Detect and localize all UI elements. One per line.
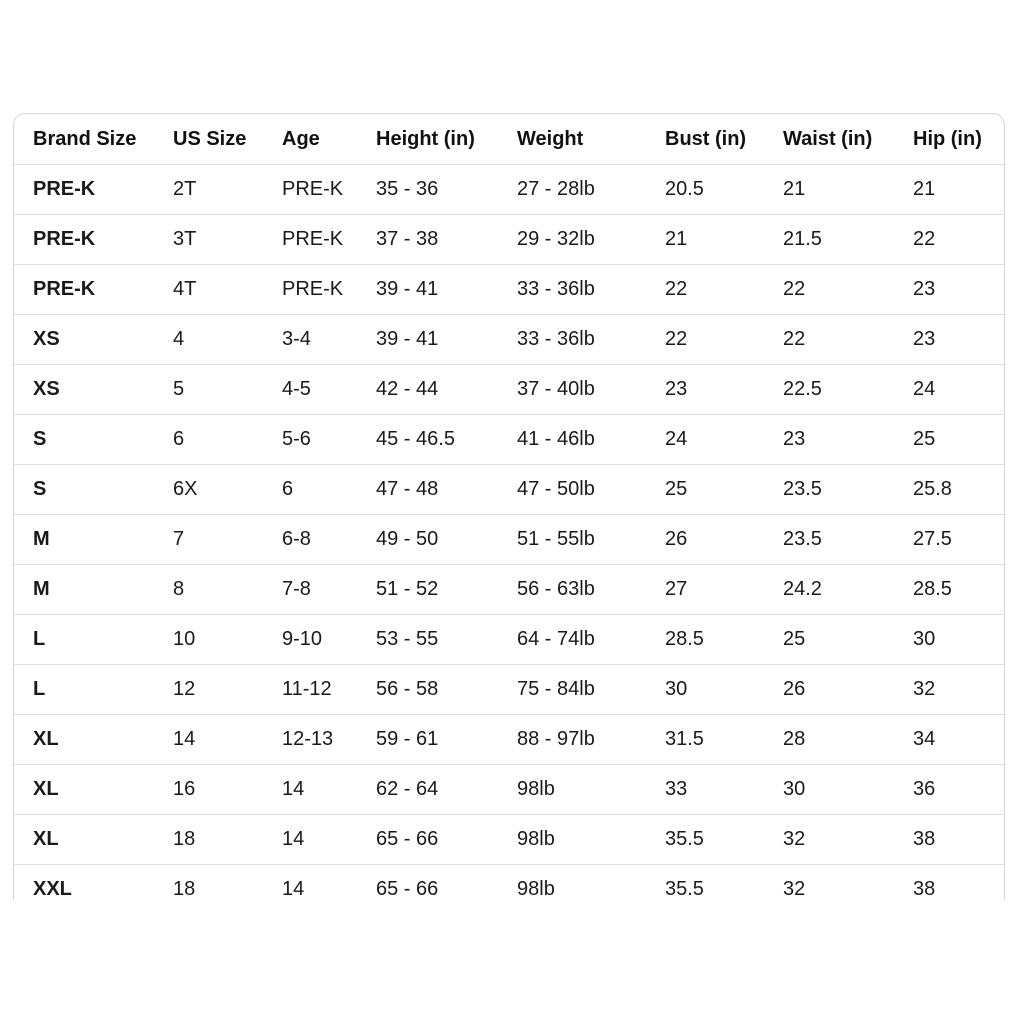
cell-age: 4-5 (282, 365, 376, 415)
cell-weight: 98lb (517, 815, 665, 865)
cell-weight: 33 - 36lb (517, 265, 665, 315)
cell-waist: 24.2 (783, 565, 913, 615)
table-row (14, 865, 1004, 901)
cell-bust: 22 (665, 315, 783, 365)
cell-weight: 56 - 63lb (517, 565, 665, 615)
cell-age: PRE-K (282, 215, 376, 265)
cell-weight: 37 - 40lb (517, 365, 665, 415)
cell-us-size: 14 (173, 715, 282, 765)
cell-brand-size: M (14, 565, 173, 615)
cell-brand-size: XXL (14, 865, 173, 901)
cell-age: 5-6 (282, 415, 376, 465)
cell-age: PRE-K (282, 265, 376, 315)
cell-bust: 31.5 (665, 715, 783, 765)
cell-bust: 28.5 (665, 615, 783, 665)
cell-waist: 25 (783, 615, 913, 665)
cell-age: 6-8 (282, 515, 376, 565)
cell-age: 7-8 (282, 565, 376, 615)
cell-age: 12-13 (282, 715, 376, 765)
cell-bust: 33 (665, 765, 783, 815)
cell-age: 14 (282, 765, 376, 815)
cell-weight: 41 - 46lb (517, 415, 665, 465)
cell-brand-size: S (14, 415, 173, 465)
cell-hip: 32 (913, 665, 1004, 715)
header-hip: Hip (in) (913, 114, 1004, 165)
cell-brand-size: S (14, 465, 173, 515)
cell-age: PRE-K (282, 165, 376, 215)
table-row (14, 565, 1004, 615)
cell-us-size: 4 (173, 315, 282, 365)
cell-waist: 28 (783, 715, 913, 765)
cell-weight: 64 - 74lb (517, 615, 665, 665)
cell-waist: 21.5 (783, 215, 913, 265)
cell-waist: 23 (783, 415, 913, 465)
header-brand-size: Brand Size (14, 114, 173, 165)
size-chart-card (13, 113, 1005, 900)
cell-bust: 25 (665, 465, 783, 515)
cell-waist: 30 (783, 765, 913, 815)
cell-age: 14 (282, 815, 376, 865)
cell-us-size: 6 (173, 415, 282, 465)
cell-hip: 24 (913, 365, 1004, 415)
cell-bust: 20.5 (665, 165, 783, 215)
table-row (14, 265, 1004, 315)
header-row (14, 114, 1004, 165)
cell-waist: 32 (783, 865, 913, 901)
cell-height: 39 - 41 (376, 265, 517, 315)
cell-hip: 38 (913, 815, 1004, 865)
header-height: Height (in) (376, 114, 517, 165)
cell-us-size: 5 (173, 365, 282, 415)
cell-us-size: 18 (173, 865, 282, 901)
cell-brand-size: L (14, 615, 173, 665)
cell-waist: 32 (783, 815, 913, 865)
cell-bust: 23 (665, 365, 783, 415)
cell-brand-size: XL (14, 815, 173, 865)
cell-weight: 47 - 50lb (517, 465, 665, 515)
header-weight: Weight (517, 114, 665, 165)
cell-bust: 21 (665, 215, 783, 265)
table-row (14, 215, 1004, 265)
cell-brand-size: XS (14, 315, 173, 365)
cell-height: 62 - 64 (376, 765, 517, 815)
table-row (14, 615, 1004, 665)
cell-height: 37 - 38 (376, 215, 517, 265)
cell-brand-size: L (14, 665, 173, 715)
cell-brand-size: XL (14, 765, 173, 815)
cell-weight: 29 - 32lb (517, 215, 665, 265)
cell-weight: 75 - 84lb (517, 665, 665, 715)
cell-us-size: 8 (173, 565, 282, 615)
cell-brand-size: PRE-K (14, 265, 173, 315)
cell-bust: 26 (665, 515, 783, 565)
table-row (14, 465, 1004, 515)
cell-waist: 22 (783, 315, 913, 365)
cell-us-size: 2T (173, 165, 282, 215)
cell-bust: 30 (665, 665, 783, 715)
cell-height: 56 - 58 (376, 665, 517, 715)
cell-hip: 23 (913, 265, 1004, 315)
table-row (14, 315, 1004, 365)
table-row (14, 415, 1004, 465)
cell-height: 65 - 66 (376, 865, 517, 901)
cell-hip: 34 (913, 715, 1004, 765)
cell-bust: 35.5 (665, 815, 783, 865)
cell-hip: 23 (913, 315, 1004, 365)
cell-brand-size: XS (14, 365, 173, 415)
cell-weight: 33 - 36lb (517, 315, 665, 365)
cell-age: 11-12 (282, 665, 376, 715)
cell-age: 6 (282, 465, 376, 515)
header-waist: Waist (in) (783, 114, 913, 165)
cell-weight: 98lb (517, 865, 665, 901)
cell-height: 35 - 36 (376, 165, 517, 215)
cell-hip: 30 (913, 615, 1004, 665)
cell-height: 45 - 46.5 (376, 415, 517, 465)
size-chart-table (14, 114, 1004, 900)
table-row (14, 715, 1004, 765)
cell-age: 9-10 (282, 615, 376, 665)
cell-weight: 88 - 97lb (517, 715, 665, 765)
table-row (14, 165, 1004, 215)
cell-height: 49 - 50 (376, 515, 517, 565)
cell-height: 42 - 44 (376, 365, 517, 415)
cell-weight: 98lb (517, 765, 665, 815)
cell-hip: 27.5 (913, 515, 1004, 565)
cell-hip: 25.8 (913, 465, 1004, 515)
cell-brand-size: M (14, 515, 173, 565)
cell-us-size: 12 (173, 665, 282, 715)
header-bust: Bust (in) (665, 114, 783, 165)
cell-us-size: 18 (173, 815, 282, 865)
cell-hip: 28.5 (913, 565, 1004, 615)
cell-height: 39 - 41 (376, 315, 517, 365)
cell-us-size: 6X (173, 465, 282, 515)
cell-brand-size: PRE-K (14, 165, 173, 215)
header-us-size: US Size (173, 114, 282, 165)
cell-brand-size: XL (14, 715, 173, 765)
header-age: Age (282, 114, 376, 165)
cell-hip: 25 (913, 415, 1004, 465)
cell-waist: 26 (783, 665, 913, 715)
cell-height: 51 - 52 (376, 565, 517, 615)
cell-brand-size: PRE-K (14, 215, 173, 265)
cell-us-size: 10 (173, 615, 282, 665)
cell-bust: 22 (665, 265, 783, 315)
cell-age: 3-4 (282, 315, 376, 365)
cell-waist: 22 (783, 265, 913, 315)
cell-waist: 22.5 (783, 365, 913, 415)
size-chart-body (14, 165, 1004, 901)
cell-age: 14 (282, 865, 376, 901)
table-row (14, 665, 1004, 715)
cell-weight: 27 - 28lb (517, 165, 665, 215)
table-row (14, 765, 1004, 815)
cell-height: 65 - 66 (376, 815, 517, 865)
table-row (14, 365, 1004, 415)
cell-waist: 23.5 (783, 515, 913, 565)
cell-hip: 38 (913, 865, 1004, 901)
cell-height: 53 - 55 (376, 615, 517, 665)
cell-us-size: 7 (173, 515, 282, 565)
table-row (14, 515, 1004, 565)
cell-bust: 27 (665, 565, 783, 615)
cell-us-size: 4T (173, 265, 282, 315)
cell-waist: 21 (783, 165, 913, 215)
cell-weight: 51 - 55lb (517, 515, 665, 565)
cell-waist: 23.5 (783, 465, 913, 515)
cell-height: 59 - 61 (376, 715, 517, 765)
cell-bust: 24 (665, 415, 783, 465)
cell-us-size: 16 (173, 765, 282, 815)
cell-hip: 22 (913, 215, 1004, 265)
cell-hip: 36 (913, 765, 1004, 815)
cell-bust: 35.5 (665, 865, 783, 901)
cell-us-size: 3T (173, 215, 282, 265)
table-row (14, 815, 1004, 865)
cell-hip: 21 (913, 165, 1004, 215)
cell-height: 47 - 48 (376, 465, 517, 515)
